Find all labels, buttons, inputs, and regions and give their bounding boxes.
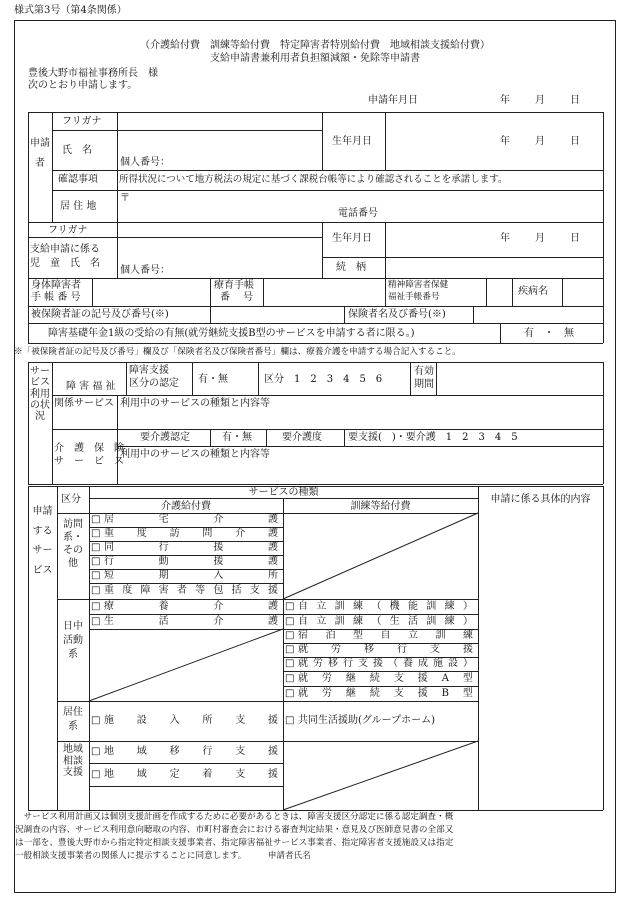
phone-label: 電話番号 [338,208,378,219]
pension-answer: 有 ・ 無 [524,328,574,339]
child-birth-year: 年 [500,233,510,244]
disease-label: 疾病名 [518,286,548,297]
check-seikatsu-kunren[interactable] [285,616,294,628]
care-cert-label: 要介護認定 [140,432,190,443]
check-iko-yosei[interactable] [285,658,294,670]
service-types-header: サービスの種類 [248,487,319,498]
valid-period-label-1: 有効 [414,366,434,377]
relation-label: 続 柄 [336,262,366,273]
item-seikatsu: 生 活 介 護 [104,616,278,627]
applicant-birth-year: 年 [500,136,510,147]
child-furigana-label: フリガナ [48,225,88,236]
applicant-personal-number: 個人番号： [120,157,170,168]
disability-service-label-2: 関係サービス [54,398,114,409]
cert-umu: 有・無 [198,374,228,385]
item-chiiki-iko: 地 域 移 行 支 援 [104,746,278,757]
care-level-label: 要介護度 [282,432,322,443]
applicant-name-label: 氏 名 [62,145,92,156]
application-date-label: 申請年月日 [368,95,418,106]
item-doko: 同 行 援 護 [104,542,278,553]
applicant-section-label: 申請者 [30,138,50,169]
applicant-birth-day: 日 [570,136,580,147]
check-chiiki-iko[interactable] [91,746,100,758]
item-chiiki-teichaku: 地 域 定 着 支 援 [104,769,278,780]
item-iko-yosei: 就 労 移 行 支 援 （ 養 成 施 設 ） [298,658,473,669]
cat-houmon-label: 訪問系・その他 [63,519,83,569]
item-judo-houmon: 重 度 訪 問 介 護 [104,528,278,539]
form-number: 様式第3号（第4条関係） [14,5,127,16]
intro-text: 次のとおり申請します。 [28,80,138,91]
usage-section-label: サービス利用の状況 [30,366,50,423]
request-kubun-header: 区分 [61,494,81,505]
physical-handbook-label-1: 身体障害者 [31,280,81,291]
item-ryoyo: 療 養 介 護 [104,601,278,612]
applicant-furigana-label: フリガナ [62,116,102,127]
cert-label-1: 障害支援 [129,365,169,376]
item-keizoku-a: 就 労 継 続 支 援 A 型 [298,673,473,684]
valid-period-label-2: 期間 [414,379,434,390]
check-tanki[interactable] [91,570,100,582]
item-iko: 就 労 移 行 支 援 [298,644,473,655]
check-doko[interactable] [91,542,100,554]
check-shukuhaku[interactable] [285,630,294,642]
check-iko[interactable] [285,644,294,656]
disability-service-label-1: 障 害 福 祉 [66,381,116,392]
ryoiku-handbook-label-1: 療育手帳 [214,280,254,291]
check-keizoku-a[interactable] [285,673,294,685]
child-birth-label: 生年月日 [332,233,372,244]
check-judo-houmon[interactable] [91,528,100,540]
item-hokatsu: 重 度 障 害 者 等 包 括 支 援 [104,585,278,596]
date-day: 日 [570,95,580,106]
note-text: ※「被保険者証の記号及び番号」欄及び「保険者名及び保険者番号」欄は、療養介護を申請する場合記入すること。 [14,347,461,357]
child-personal-number: 個人番号： [120,265,170,276]
item-shisetsu: 施 設 入 所 支 援 [104,715,278,726]
request-section-label: 申請するサービス [32,506,53,576]
specific-content-header: 申請に係る具体的内容 [490,494,591,505]
form-title-line1: （介護給付費 訓練等給付費 特定障害者特別給付費 地域相談支援給付費） [140,40,490,51]
item-kodo: 行 動 援 護 [104,556,278,567]
item-tanki: 短 期 入 所 [104,570,278,581]
item-kyotaku: 居 宅 介 護 [104,514,278,525]
care-cert-umu: 有・無 [222,432,252,443]
check-keizoku-b[interactable] [285,688,294,700]
form-title-line2: 支給申請書兼利用者負担額減額・免除等申請書 [210,53,420,64]
ryoiku-handbook-label-2: 番 号 [220,292,254,303]
kunren-header: 訓練等給付費 [350,501,411,512]
child-birth-month: 月 [535,233,545,244]
postal-mark: 〒 [120,193,130,204]
care-in-use-label: 利用中のサービスの種類と内容等 [120,449,270,460]
cat-chiiki-label: 地域相談支援 [63,744,83,778]
check-group-home[interactable] [285,715,294,727]
item-shukuhaku: 宿 泊 型 自 立 訓 練 [298,630,473,641]
insured-number-label: 被保険者証の記号及び番号(※) [31,309,169,320]
check-chiiki-teichaku[interactable] [91,769,100,781]
consent-line: サービス利用計画又は個別支援計画を作成するために必要があるときは、障害支援区分認定に係る認定調査・概 [15,812,454,822]
cat-nichu-label: 日中活動系 [63,621,83,660]
check-kino[interactable] [285,601,294,613]
child-name-label-1: 支給申請に係る [30,244,100,255]
consent-line: は一部を、豊後大野市から指定特定相談支援事業者、指定障害福祉サービス事業者、指定障害者支援施設又は指定 [15,838,454,848]
date-year: 年 [500,95,510,106]
item-seikatsu-kunren: 自 立 訓 練 （ 生 活 訓 練 ） [298,616,473,627]
addressee: 豊後大野市福祉事務所長 様 [28,68,158,79]
care-insurance-label-2: サ ー ビ ス [54,456,124,467]
cert-label-2: 区分の認定 [129,378,179,389]
item-keizoku-b: 就 労 継 続 支 援 B 型 [298,688,473,699]
consent-line: 況調査の内容、サービス利用意向聴取の内容、市町村審査会における審査判定結果・意見及び医師意見書の全部又 [15,825,454,835]
disability-in-use-label: 利用中のサービスの種類と内容等 [120,398,270,409]
pension-question: 障害基礎年金1級の受給の有無(就労継続支援B型のサービスを申請する者に限る。) [48,328,415,339]
physical-handbook-label-2: 手 帳 番 号 [31,292,81,303]
check-seikatsu[interactable] [91,616,100,628]
child-birth-day: 日 [570,233,580,244]
care-levels: 要支援( )・要介護 1 2 3 4 5 [348,432,518,443]
item-group-home: 共同生活援助(グループホーム) [298,715,436,726]
consent-line: 一般相談支援事業者の関係人に提示することに同意します。 申請者氏名 [15,851,311,861]
care-insurance-label-1: 介 護 保 険 [54,443,124,454]
kubun-levels: 区分 1 2 3 4 5 6 [264,374,383,385]
mental-handbook-label-2: 福祉手帳番号 [388,292,440,302]
child-name-label-2: 児 童 氏 名 [30,258,100,269]
kaigo-header: 介護給付費 [161,501,211,512]
applicant-birth-label: 生年月日 [332,136,372,147]
check-shisetsu[interactable] [91,715,100,727]
applicant-address-label: 居 住 地 [60,201,97,212]
check-hokatsu[interactable] [91,585,100,597]
item-kino: 自 立 訓 練 （ 機 能 訓 練 ） [298,601,473,612]
confirm-label: 確認事項 [58,174,98,185]
cat-kyoju-label: 居住系 [63,707,83,732]
date-month: 月 [535,95,545,106]
applicant-birth-month: 月 [535,136,545,147]
check-kodo[interactable] [91,556,100,568]
insurer-label: 保険者名及び番号(※) [348,309,446,320]
mental-handbook-label-1: 精神障害者保健 [388,280,449,290]
confirm-text: 所得状況について地方税法の規定に基づく課税台帳等により確認されることを承諾します。 [119,174,508,185]
check-ryoyo[interactable] [91,601,100,613]
check-kyotaku[interactable] [91,514,100,526]
